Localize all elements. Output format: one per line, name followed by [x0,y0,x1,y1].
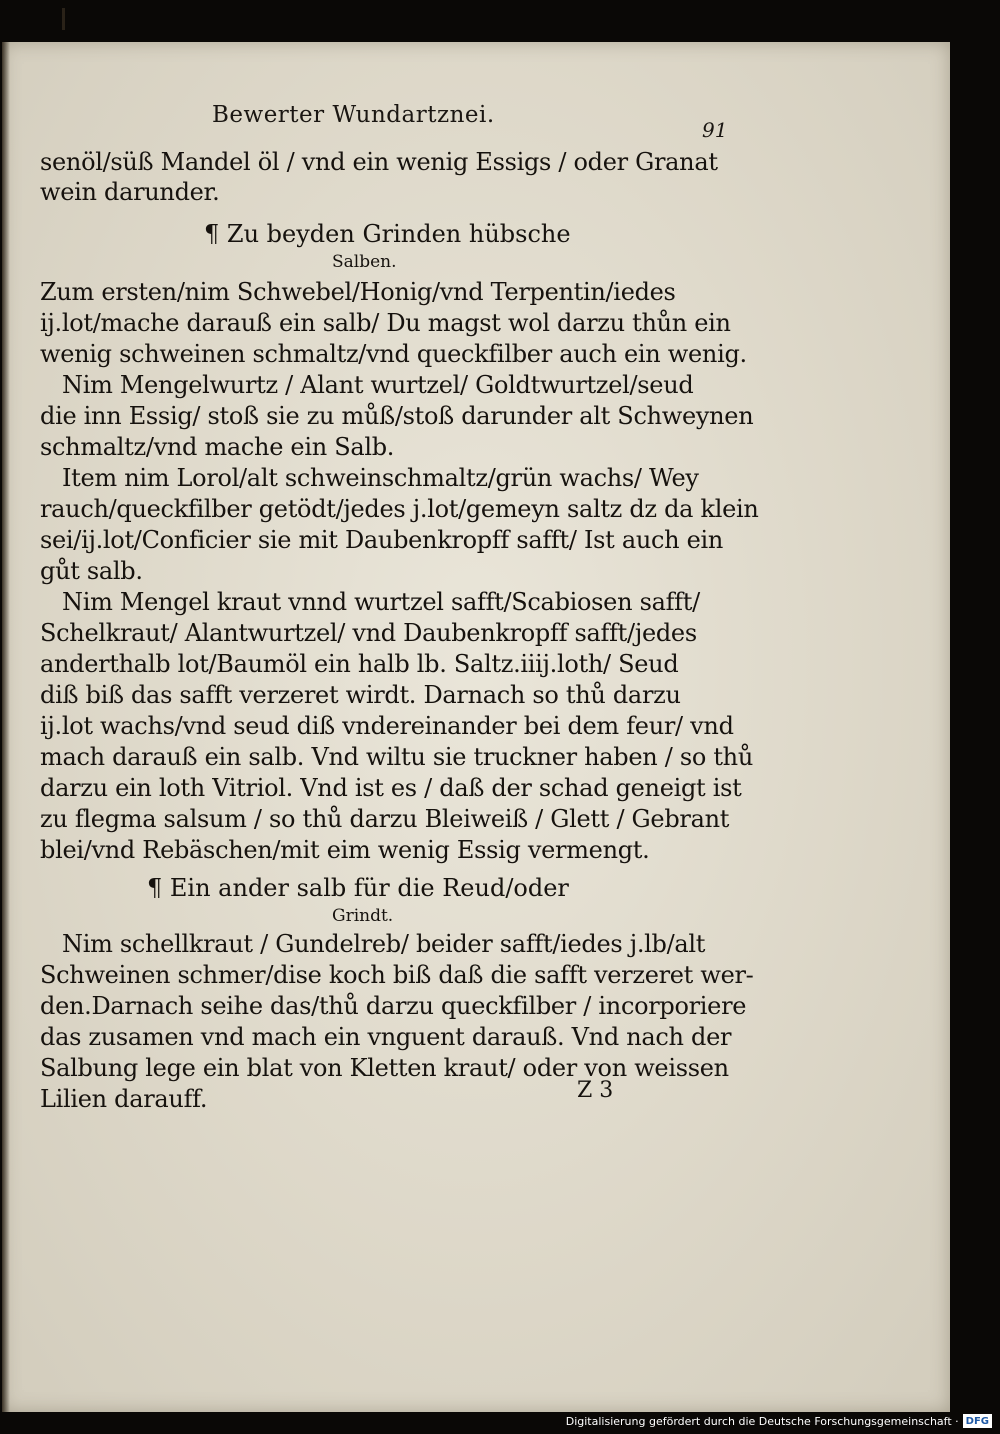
page-number: 91 [702,118,728,142]
text-line: diß biß das safft verzeret wirdt. Darnach so thů darzu [40,681,681,709]
text-line: blei/vnd Rebäschen/mit eim wenig Essig vermengt. [40,836,650,864]
section-heading-sub: Grindt. [332,906,394,926]
text-line: wenig schweinen schmaltz/vnd queckfilber auch ein wenig. [40,340,747,368]
text-line: den.Darnach seihe das/thů darzu queckfilber / incorporiere [40,992,747,1020]
text-line: Salbung lege ein blat von Kletten kraut/ oder von weissen [40,1054,729,1082]
text-line: schmaltz/vnd mache ein Salb. [40,433,395,461]
running-header: Bewerter Wundartznei. [212,102,495,128]
text-line: rauch/queckfilber getödt/jedes j.lot/gemeyn saltz dz da klein [40,495,759,523]
page-gutter-shadow [2,42,10,1412]
digitization-credit [566,1412,992,1430]
text-line: anderthalb lot/Baumöl ein halb lb. Saltz.iiij.loth/ Seud [40,650,679,678]
text-line: das zusamen vnd mach ein vnguent darauß. Vnd nach der [40,1023,732,1051]
text-line: Lilien darauff. [40,1085,208,1113]
text-line: senöl/süß Mandel öl / vnd ein wenig Essigs / oder Granat [40,148,718,176]
text-line: mach darauß ein salb. Vnd wiltu sie truckner haben / so thů [40,743,753,771]
text-line: gůt salb. [40,557,143,585]
text-line: Item nim Lorol/alt schweinschmaltz/grün wachs/ Wey [62,464,699,492]
text-line: Nim Mengelwurtz / Alant wurtzel/ Goldtwurtzel/seud [62,371,694,399]
section-heading-sub: Salben. [332,252,397,272]
text-line: Nim Mengel kraut vnnd wurtzel safft/Scabiosen safft/ [62,588,700,616]
dfg-logo-icon: DFG [963,1414,992,1428]
text-line: Schelkraut/ Alantwurtzel/ vnd Daubenkropff safft/jedes [40,619,697,647]
credit-text: Digitalisierung gefördert durch die Deutsche Forschungsgemeinschaft · [565,1414,959,1428]
text-line: Nim schellkraut / Gundelreb/ beider safft/iedes j.lb/alt [62,930,706,958]
text-line: ij.lot/mache darauß ein salb/ Du magst wol darzu thůn ein [40,309,731,337]
text-line: wein darunder. [40,178,220,206]
text-line: ij.lot wachs/vnd seud diß vndereinander bei dem feur/ vnd [40,712,734,740]
signature-mark: Z 3 [577,1078,614,1103]
section-heading: ¶ Ein ander salb für die Reud/oder [147,874,569,902]
binding-mark [62,8,65,30]
text-line: zu flegma salsum / so thů darzu Bleiweiß / Glett / Gebrant [40,805,730,833]
text-line: Zum ersten/nim Schwebel/Honig/vnd Terpentin/iedes [40,278,676,306]
section-heading: ¶ Zu beyden Grinden hübsche [204,220,571,248]
text-line: die inn Essig/ stoß sie zu můß/stoß darunder alt Schweynen [40,402,754,430]
text-line: darzu ein loth Vitriol. Vnd ist es / daß der schad geneigt ist [40,774,742,802]
text-line: Schweinen schmer/dise koch biß daß die safft verzeret wer- [40,961,754,989]
scanned-page [2,42,950,1412]
text-line: sei/ij.lot/Conficier sie mit Daubenkropff safft/ Ist auch ein [40,526,724,554]
